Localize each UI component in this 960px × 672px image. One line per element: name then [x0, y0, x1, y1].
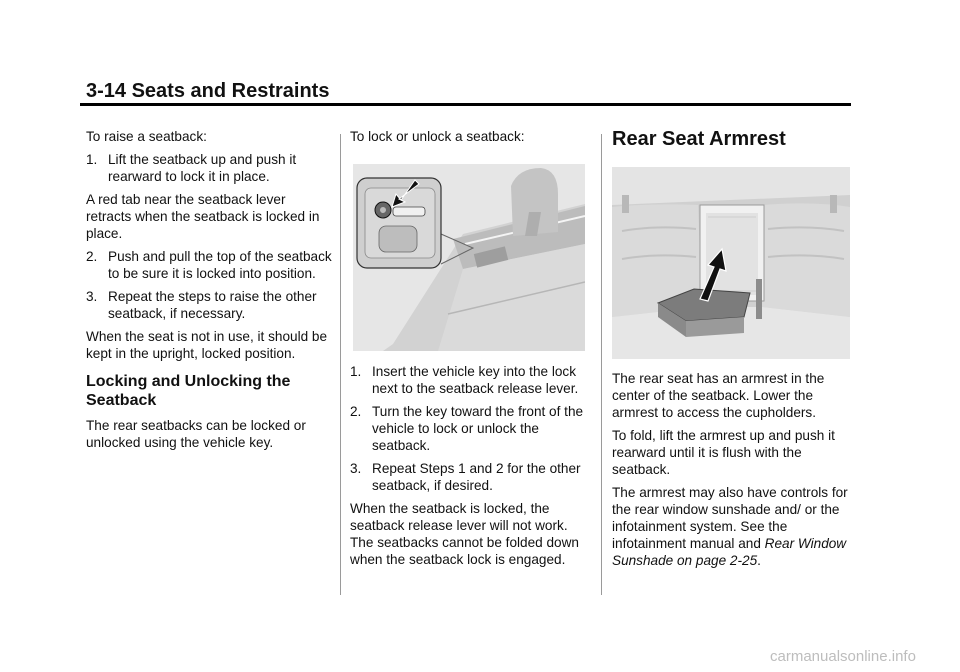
footer-watermark-url: carmanualsonline.info — [770, 648, 916, 665]
step-number: 1. — [350, 364, 362, 379]
step-number: 3. — [86, 289, 98, 304]
step-text: Lift the seatback up and push it rearward to lock it in place. — [108, 152, 297, 184]
list-item — [350, 363, 594, 397]
step-number: 3. — [350, 461, 362, 476]
seatback-lock-illustration — [353, 164, 585, 351]
locked-note: When the seatback is locked, the seatback release lever will not work. The seatbacks cannot be folded down when the seatback lock is engaged. — [350, 501, 579, 567]
sunshade-reference-link[interactable]: Rear Window Sunshade on page 2-25 — [612, 536, 847, 568]
rear-armrest-illustration — [612, 167, 850, 359]
armrest-p3 — [612, 484, 852, 569]
armrest-p1: The rear seat has an armrest in the center of the seatback. Lower the armrest to access the cupholders. — [612, 371, 825, 420]
column-2-lower — [350, 363, 594, 574]
step-text: Repeat Steps 1 and 2 for the other seatback, if desired. — [372, 461, 581, 493]
step-text: Repeat the steps to raise the other seatback, if necessary. — [108, 289, 317, 321]
armrest-p3-text: The armrest may also have controls for the rear window sunshade and/ or the infotainment system. See the infotainment manual and — [612, 485, 848, 551]
step-text: Push and pull the top of the seatback to be sure it is locked into position. — [108, 249, 332, 281]
upright-note: When the seat is not in use, it should be kept in the upright, locked position. — [86, 329, 328, 361]
step-text: Turn the key toward the front of the vehicle to lock or unlock the seatback. — [372, 404, 584, 453]
lock-body: The rear seatbacks can be locked or unlocked using the vehicle key. — [86, 418, 306, 450]
raise-intro: To raise a seatback: — [86, 129, 207, 144]
section-heading-armrest: Rear Seat Armrest — [612, 128, 786, 150]
step-note: A red tab near the seatback lever retracts when the seatback is locked in place. — [86, 192, 320, 241]
list-item — [86, 248, 332, 282]
armrest-p3-end: . — [757, 553, 761, 568]
step-number: 2. — [86, 249, 98, 264]
list-item — [350, 460, 594, 494]
list-item — [350, 403, 594, 454]
lock-intro: To lock or unlock a seatback: — [350, 129, 525, 144]
column-2 — [350, 128, 594, 151]
step-text: Insert the vehicle key into the lock next to the seatback release lever. — [372, 364, 579, 396]
step-number: 1. — [86, 152, 98, 167]
column-divider-2 — [601, 134, 602, 595]
step-number: 2. — [350, 404, 362, 419]
section-heading: Locking and Unlocking the Seatback — [86, 373, 291, 409]
column-3 — [612, 370, 852, 575]
list-item — [86, 151, 332, 185]
list-item — [86, 288, 332, 322]
header-rule — [80, 103, 851, 106]
page-header-title: 3-14 Seats and Restraints — [86, 80, 330, 102]
column-1 — [86, 128, 332, 457]
armrest-p2: To fold, lift the armrest up and push it rearward until it is flush with the seatback. — [612, 428, 835, 477]
column-divider-1 — [340, 134, 341, 595]
